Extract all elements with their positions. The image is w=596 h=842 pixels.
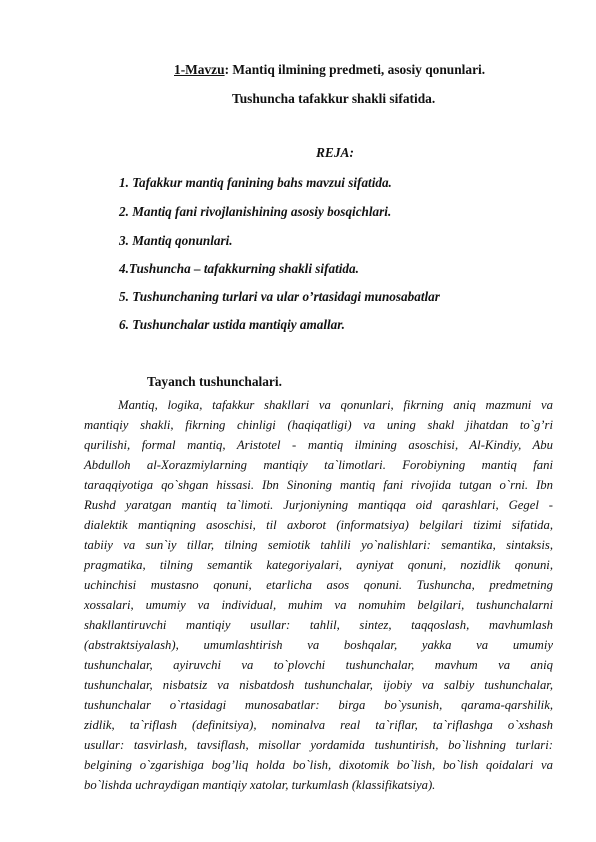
plan-item: 2. Mantiq fani rivojlanishining asosiy bosqichlari. — [119, 204, 392, 219]
topic-title-text: : Mantiq ilmining predmeti, asosiy qonunlari. — [224, 62, 486, 77]
paragraph-line: uchinchisi mustasno qonuni, etarlicha asos qonuni. Tushuncha, predmetning — [84, 578, 553, 592]
paragraph-line: Abdulloh al-Xorazmiylarning mantiqiy ta`limotlari. Forobiyning mantiq fani — [84, 458, 553, 472]
paragraph-line: (abstraktsiyalash), umumlashtirish va boshqalar, yakka va umumiy — [84, 638, 553, 652]
paragraph-line: Mantiq, logika, tafakkur shakllari va qonunlari, fikrning aniq mazmuni va — [118, 398, 553, 412]
paragraph-line: qurilishi, formal mantiq, Aristotel - mantiq ilmining asoschisi, Al-Kindiy, Abu — [84, 438, 553, 452]
paragraph-line: xossalari, umumiy va individual, muhim va nomuhim belgilari, tushunchalarni — [84, 598, 553, 612]
paragraph-line: pragmatika, tilning semantik kategoriyalari, ayniyat qonuni, nozidlik qonuni, — [84, 558, 553, 572]
plan-heading: REJA: — [316, 145, 354, 160]
plan-item: 4.Tushuncha – tafakkurning shakli sifatida. — [119, 261, 359, 276]
paragraph-line: tabiiy va sun`iy tillar, tilning semiotik tahlili yo`nalishlari: semantika, sintaksis, — [84, 538, 553, 552]
plan-item: 6. Tushunchalar ustida mantiqiy amallar. — [119, 317, 345, 332]
paragraph-line: zidlik, ta`riflash (definitsiya), nominalva real ta`riflar, ta`riflashga o`xshash — [84, 718, 553, 732]
keywords-heading: Tayanch tushunchalari. — [147, 374, 282, 389]
paragraph-line: tushunchalar, ayiruvchi va to`plovchi tushunchalar, mavhum va aniq — [84, 658, 553, 672]
paragraph-line: dialektik mantiqning asoschisi, til axborot (informatsiya) belgilari tizimi sifatida, — [84, 518, 553, 532]
paragraph-line: taraqqiyotiga qo`shgan hissasi. Ibn Sinoning mantiq fani rivojida tutgan o`rni. Ibn — [84, 478, 553, 492]
paragraph-line: belgining o`zgarishiga bog’liq holda bo`lish, dixotomik bo`lish, bo`lish qoidalari va — [84, 758, 553, 772]
paragraph-line: shakllantiruvchi mantiqiy usullar: tahlil, sintez, taqqoslash, mavhumlash — [84, 618, 553, 632]
topic-title — [174, 62, 485, 78]
topic-subtitle: Tushuncha tafakkur shakli sifatida. — [232, 91, 436, 106]
paragraph-line: mantiqiy shakli, fikrning chinligi (haqiqatligi) va uning shakl jihatdan to`g’ri — [84, 418, 553, 432]
paragraph-line: Rushd yaratgan mantiq ta`limoti. Jurjoniyning mantiqqa oid qarashlari, Gegel - — [84, 498, 553, 512]
plan-item: 5. Tushunchaning turlari va ular o’rtasidagi munosabatlar — [119, 289, 440, 304]
paragraph-line: usullar: tasvirlash, tavsiflash, misollar yordamida tushuntirish, bo`lishning turlari: — [84, 738, 553, 752]
paragraph-line: tushunchalar o`rtasidagi munosabatlar: birga bo`ysunish, qarama-qarshilik, — [84, 698, 553, 712]
paragraph-line: bo`lishda uchraydigan mantiqiy xatolar, turkumlash (klassifikatsiya). — [84, 778, 436, 792]
topic-label: 1-Mavzu — [174, 62, 225, 77]
plan-item: 3. Mantiq qonunlari. — [119, 233, 233, 248]
paragraph-line: tushunchalar, nisbatsiz va nisbatdosh tushunchalar, ijobiy va salbiy tushunchalar, — [84, 678, 553, 692]
plan-item: 1. Tafakkur mantiq fanining bahs mavzui sifatida. — [119, 175, 392, 190]
